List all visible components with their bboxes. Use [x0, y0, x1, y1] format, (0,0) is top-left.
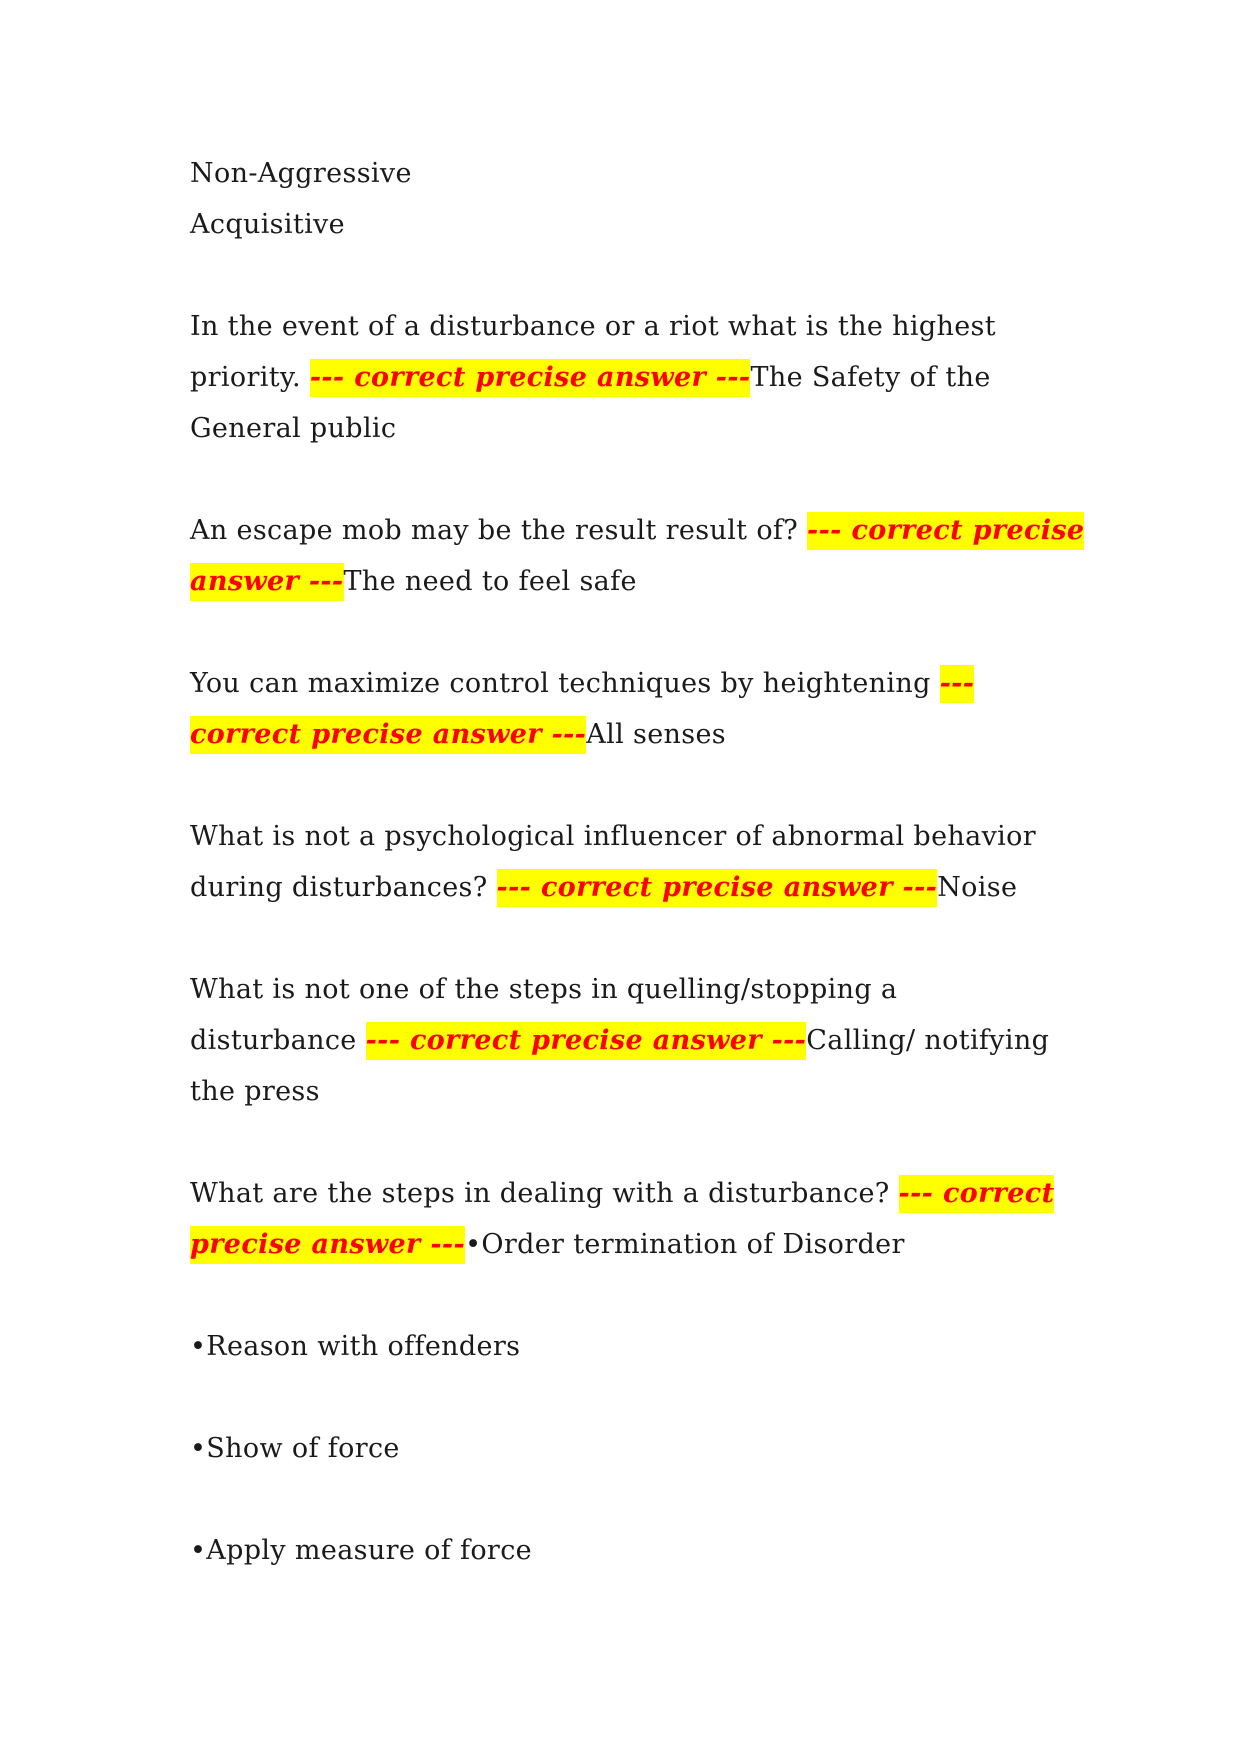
header-line-acquisitive: Acquisitive — [190, 209, 345, 240]
qa-item-3 — [190, 658, 1070, 760]
answer-marker: --- correct precise — [807, 512, 1084, 550]
spacer — [190, 607, 1070, 658]
spacer — [190, 454, 1070, 505]
spacer — [190, 760, 1070, 811]
answer-line — [190, 709, 1070, 760]
question-answer-line — [190, 352, 1070, 403]
question-text: What are the steps in dealing with a disturbance? — [190, 1178, 899, 1209]
question-text: You can maximize control techniques by heightening — [190, 668, 940, 699]
question-text: disturbance — [190, 1025, 366, 1056]
qa-item-4 — [190, 811, 1070, 913]
question-line — [190, 658, 1070, 709]
question-answer-line — [190, 1015, 1070, 1066]
answer-text: The Safety of the — [750, 362, 991, 393]
spacer — [190, 1117, 1070, 1168]
qa-item-6 — [190, 1168, 1070, 1270]
step-item-reason: •Reason with offenders — [190, 1331, 521, 1362]
answer-text: •Order termination of Disorder — [465, 1229, 905, 1260]
header-line-non-aggressive: Non-Aggressive — [190, 158, 412, 189]
spacer — [190, 1270, 1070, 1321]
answer-marker: --- correct precise answer --- — [497, 869, 938, 907]
answer-marker: --- correct precise answer --- — [366, 1022, 807, 1060]
question-line — [190, 1168, 1070, 1219]
qa-item-1 — [190, 301, 1070, 454]
question-text: What is not a psychological influencer of abnormal behavior — [190, 821, 1037, 852]
answer-text: All senses — [586, 719, 727, 750]
qa-item-2 — [190, 505, 1085, 607]
question-text: during disturbances? — [190, 872, 497, 903]
answer-line — [190, 1219, 1070, 1270]
question-text: In the event of a disturbance or a riot what is the highest — [190, 311, 996, 342]
answer-marker: precise answer --- — [190, 1226, 465, 1264]
answer-marker: --- correct precise answer --- — [310, 359, 751, 397]
question-text: What is not one of the steps in quelling/stopping a — [190, 974, 898, 1005]
answer-line — [190, 556, 1070, 607]
spacer — [190, 913, 1070, 964]
answer-text: General public — [190, 413, 397, 444]
question-text: An escape mob may be the result result of? — [190, 515, 808, 546]
answer-text: Calling/ notifying — [806, 1025, 1050, 1056]
spacer — [190, 1372, 1070, 1423]
question-answer-line — [190, 862, 1070, 913]
answer-text: The need to feel safe — [343, 566, 637, 597]
answer-marker: correct precise answer --- — [190, 716, 586, 754]
step-item-apply-measure: •Apply measure of force — [190, 1535, 532, 1566]
answer-text: the press — [190, 1076, 320, 1107]
answer-marker: --- — [940, 665, 975, 703]
answer-marker: --- correct — [899, 1175, 1055, 1213]
step-item-show-of-force: •Show of force — [190, 1433, 400, 1464]
document-page — [190, 148, 1085, 1576]
spacer — [190, 250, 1070, 301]
answer-text: Noise — [937, 872, 1018, 903]
spacer — [190, 1474, 1070, 1525]
qa-item-5 — [190, 964, 1070, 1117]
question-text: priority. — [190, 362, 310, 393]
answer-marker: answer --- — [190, 563, 344, 601]
question-line — [190, 505, 1085, 556]
